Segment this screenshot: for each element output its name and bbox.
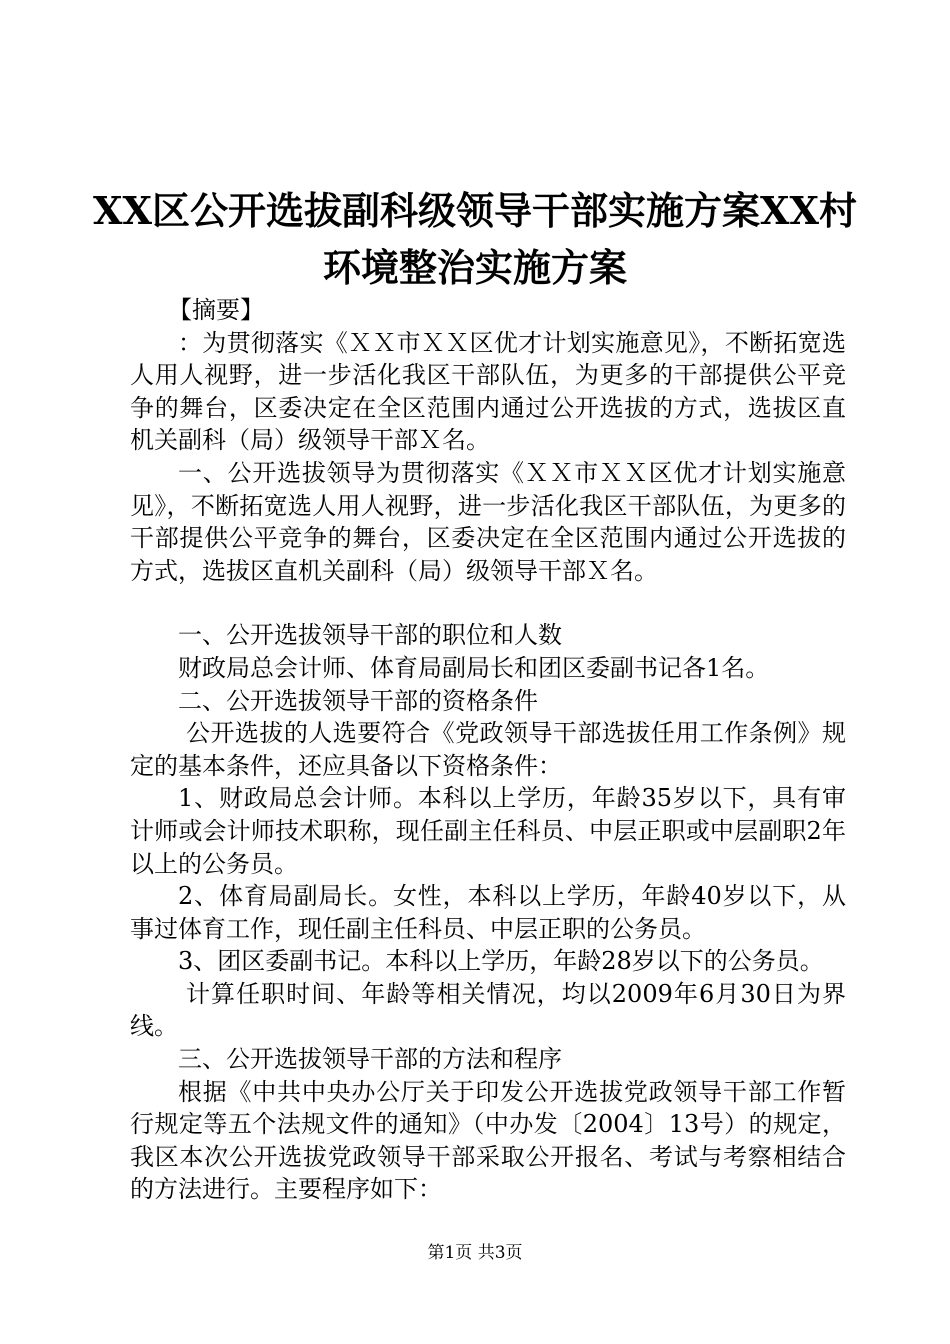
document-body (130, 294, 846, 1206)
section-heading-positions: 一、公开选拔领导干部的职位和人数 (178, 621, 562, 650)
paragraph-abstract: ：为贯彻落实《ＸＸ市ＸＸ区优才计划实施意见》，不断拓宽选人用人视野，进一步活化我区干部队伍，为更多的干部提供公平竞争的舞台，区委决定在全区范围内通过公开选拔的方式，选拔区直机关副科（局）级领导干部Ｘ名。 (130, 328, 846, 455)
document-title-line-2: 环境整治实施方案 (322, 245, 627, 290)
paragraph-intro: 一、公开选拔领导为贯彻落实《ＸＸ市ＸＸ区优才计划实施意见》，不断拓宽选人用人视野，进一步活化我区干部队伍，为更多的干部提供公平竞争的舞台，区委决定在全区范围内通过公开选拔的方式，选拔区直机关副科（局）级领导干部Ｘ名。 (130, 458, 846, 585)
paragraph-gap (130, 587, 846, 619)
list-item-3: 3、团区委副书记。本科以上学历，年龄28岁以下的公务员。 (178, 947, 824, 976)
paragraph-cutoff-date: 计算任职时间、年龄等相关情况，均以2009年6月30日为界线。 (130, 979, 846, 1041)
list-item-2: 2、体育局副局长。女性，本科以上学历，年龄40岁以下，从事过体育工作，现任副主任科员、中层正职的公务员。 (130, 882, 846, 943)
section-heading-methods: 三、公开选拔领导干部的方法和程序 (178, 1045, 562, 1074)
paragraph-positions: 财政局总会计师、体育局副局长和团区委副书记各1名。 (178, 653, 770, 682)
abstract-heading: 【摘要】 (168, 296, 264, 324)
section-heading-qualifications: 二、公开选拔领导干部的资格条件 (178, 686, 538, 715)
document-title-line-1: XX区公开选拔副科级领导干部实施方案XX村 (93, 188, 857, 233)
paragraph-qualifications: 公开选拔的人选要符合《党政领导干部选拔任用工作条例》规定的基本条件，还应具备以下资格条件： (130, 719, 846, 780)
page-footer: 第1页 共3页 (427, 1243, 523, 1263)
list-item-1: 1、财政局总会计师。本科以上学历，年龄35岁以下，具有审计师或会计师技术职称，现任副主任科员、中层正职或中层副职2年以上的公务员。 (130, 784, 846, 878)
paragraph-methods: 根据《中共中央办公厅关于印发公开选拔党政领导干部工作暂行规定等五个法规文件的通知》（中办发〔2004〕13号）的规定，我区本次公开选拔党政领导干部采取公开报名、考试与考察相结合的方法进行。主要程序如下： (130, 1077, 846, 1204)
